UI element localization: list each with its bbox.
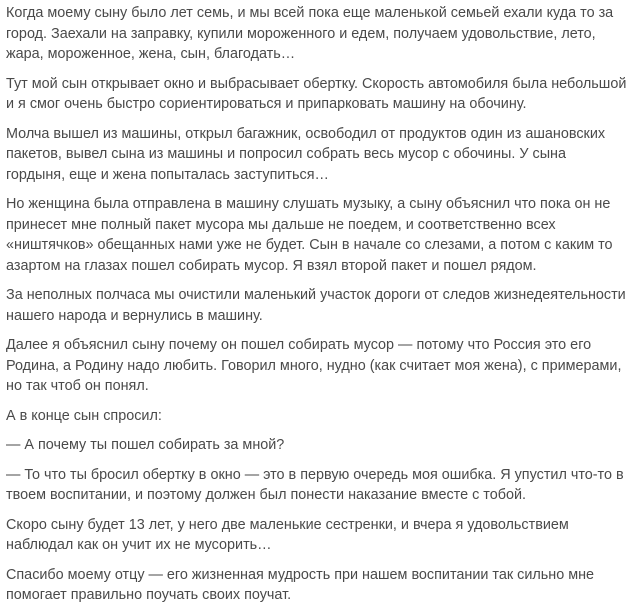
text-line: нашего народа и вернулись в машину. bbox=[6, 307, 263, 324]
paragraph bbox=[6, 515, 634, 556]
text-line: Спасибо моему отцу — его жизненная мудрость при нашем воспитании так сильно мне bbox=[6, 566, 595, 583]
text-line: Молча вышел из машины, открыл багажник, освободил от продуктов один из ашановских bbox=[6, 125, 606, 142]
paragraph bbox=[6, 335, 634, 397]
paragraph bbox=[6, 74, 634, 115]
text-line: и я смог очень быстро сориентироваться и припарковать машину на обочину. bbox=[6, 96, 527, 112]
text-line: «ништячков» обещанных нами уже не будет. Сын в начале со слезами, а потом с каким то bbox=[6, 237, 613, 253]
text-line: принесет мне полный пакет мусора мы дальше не поедем, и соответственно всех bbox=[6, 216, 556, 233]
text-line: Далее я объяснил сыну почему он пошел собирать мусор — потому что Россия это его bbox=[6, 337, 592, 353]
text-line: город. Заехали на заправку, купили мороженного и едем, получаем удовольствие, лето, bbox=[6, 25, 596, 42]
text-line: Тут мой сын открывает окно и выбрасывает обертку. Скорость автомобиля была небольшой bbox=[6, 75, 627, 92]
text-line: помогает правильно поучать своих поучат. bbox=[6, 587, 292, 603]
text-line: азартом на глазах пошел собирать мусор. Я взял второй пакет и пошел рядом. bbox=[6, 257, 537, 274]
text-line: гордыня, еще и жена попыталась заступиться… bbox=[6, 166, 329, 183]
paragraph bbox=[6, 194, 634, 276]
text-line: За неполных полчаса мы очистили маленький участок дороги от следов жизнедеятельности bbox=[6, 287, 626, 303]
text-line: А в конце сын спросил: bbox=[6, 407, 162, 424]
text-line: наблюдал как он учит их не мусорить… bbox=[6, 537, 272, 553]
text-line: — А почему ты пошел собирать за мной? bbox=[6, 437, 285, 453]
text-line: пакетов, вывел сына из машины и попросил собрать весь мусор с обочины. У сына bbox=[6, 146, 566, 162]
paragraph bbox=[6, 435, 634, 456]
paragraph bbox=[6, 465, 634, 506]
text-line: жара, мороженное, жена, сын, благодать… bbox=[6, 46, 296, 62]
text-line: Скоро сыну будет 13 лет, у него две маленькие сестренки, и вчера я удовольствием bbox=[6, 516, 569, 533]
paragraph bbox=[6, 565, 634, 606]
paragraph bbox=[6, 285, 634, 326]
text-line: Родина, а Родину надо любить. Говорил много, нудно (как считает моя жена), с примерами, bbox=[6, 357, 622, 374]
text-line: твоем воспитании, и поэтому должен был понести наказание вместе с тобой. bbox=[6, 487, 526, 503]
text-line: Когда моему сыну было лет семь, и мы всей пока еще маленькой семьей ехали куда то за bbox=[6, 5, 614, 21]
text-line: Но женщина была отправлена в машину слушать музыку, а сыну объяснил что пока он не bbox=[6, 196, 611, 212]
paragraph bbox=[6, 3, 634, 65]
text-line: — То что ты бросил обертку в окно — это в первую очередь моя ошибка. Я упустил что-то в bbox=[6, 466, 624, 483]
text-line: но так чтоб он понял. bbox=[6, 378, 149, 394]
paragraph bbox=[6, 406, 634, 427]
paragraph bbox=[6, 124, 634, 186]
